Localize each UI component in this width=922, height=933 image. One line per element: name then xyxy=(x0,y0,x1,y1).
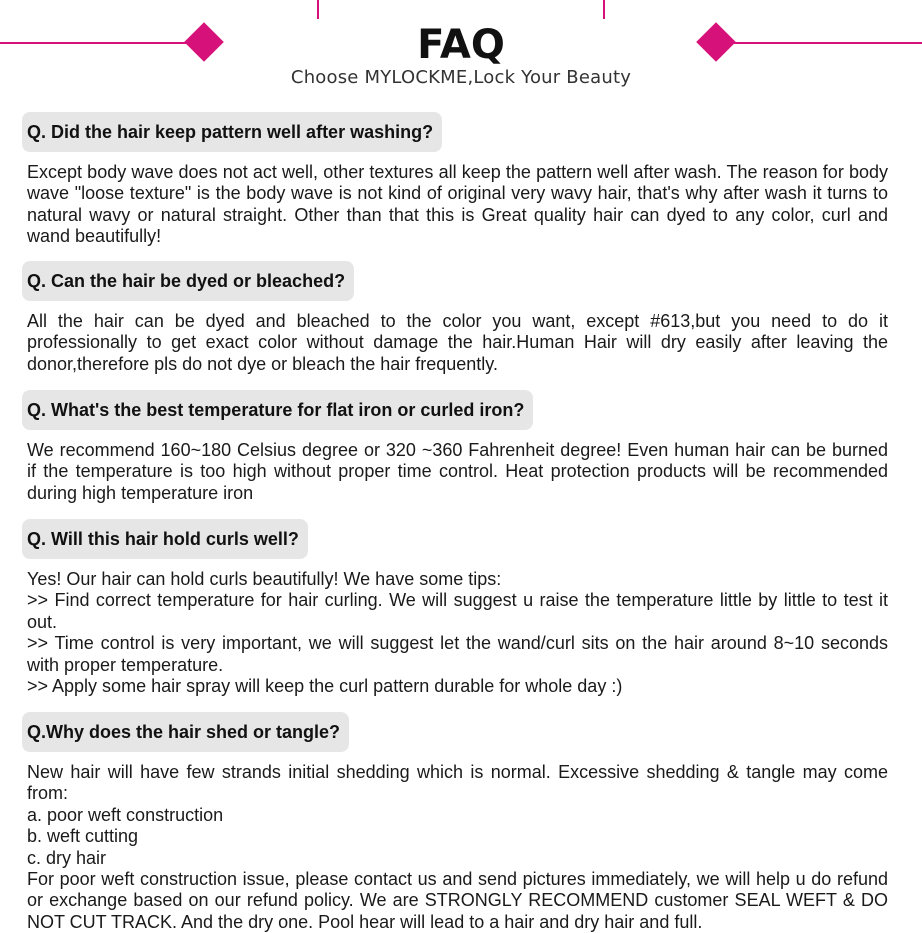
faq-answer xyxy=(27,162,888,248)
answer-line: >> Find correct temperature for hair curling. We will suggest u raise the temperature little by little to test it out. xyxy=(27,590,888,632)
faq-question: Q. Will this hair hold curls well? xyxy=(22,519,308,559)
faq-item xyxy=(22,112,888,248)
answer-line: We recommend 160~180 Celsius degree or 320 ~360 Fahrenheit degree! Even human hair can be burned if the temperature is too high without proper time control. Heat protection products will be recommended during high temperature iron xyxy=(27,440,888,503)
answer-line: >> Apply some hair spray will keep the curl pattern durable for whole day :) xyxy=(27,676,623,697)
faq-question: Q.Why does the hair shed or tangle? xyxy=(22,712,349,752)
top-tick-left xyxy=(317,0,319,19)
faq-question: Q. Did the hair keep pattern well after washing? xyxy=(22,112,442,152)
answer-line: New hair will have few strands initial shedding which is normal. Excessive shedding & tangle may come from: xyxy=(27,762,888,804)
faq-answer xyxy=(27,440,888,504)
answer-line: b. weft cutting xyxy=(27,826,139,847)
answer-line: Except body wave does not act well, other textures all keep the pattern well after wash. The reason for body wave "loose texture" is the body wave is not kind of original very wavy hair, that's why after wash it turns to natural wavy or natural straight. Other than that this is Great quality hair can dyed to any color, curl and wand beautifully! xyxy=(27,162,888,247)
faq-answer xyxy=(27,311,888,375)
answer-line: c. dry hair xyxy=(27,847,107,868)
answer-line: a. poor weft construction xyxy=(27,804,224,825)
faq-item xyxy=(22,519,888,697)
page-title: FAQ xyxy=(417,22,505,68)
page-subtitle: Choose MYLOCKME,Lock Your Beauty xyxy=(290,67,632,88)
faq-answer xyxy=(27,762,888,933)
answer-line: Yes! Our hair can hold curls beautifully! We have some tips: xyxy=(27,569,502,589)
faq-question: Q. What's the best temperature for flat iron or curled iron? xyxy=(22,390,533,430)
faq-question: Q. Can the hair be dyed or bleached? xyxy=(22,261,354,301)
answer-line: All the hair can be dyed and bleached to the color you want, except #613,but you need to do it professionally to get exact color without damage the hair.Human Hair will dry easily after leaving the donor,therefore pls do not dye or bleach the hair frequently. xyxy=(27,311,888,374)
faq-item xyxy=(22,261,888,375)
faq-item xyxy=(22,390,888,504)
faq-item xyxy=(22,712,888,933)
top-tick-right xyxy=(603,0,605,19)
answer-line: >> Time control is very important, we will suggest let the wand/curl sits on the hair around 8~10 seconds with proper temperature. xyxy=(27,633,888,675)
answer-line: For poor weft construction issue, please contact us and send pictures immediately, we will help u do refund or exchange based on our refund policy. We are STRONGLY RECOMMEND customer SEAL WEFT & DO NOT CUT TRACK. And the dry one. Pool hear will lead to a hair and dry hair and full. xyxy=(27,869,888,932)
faq-answer xyxy=(27,569,888,697)
